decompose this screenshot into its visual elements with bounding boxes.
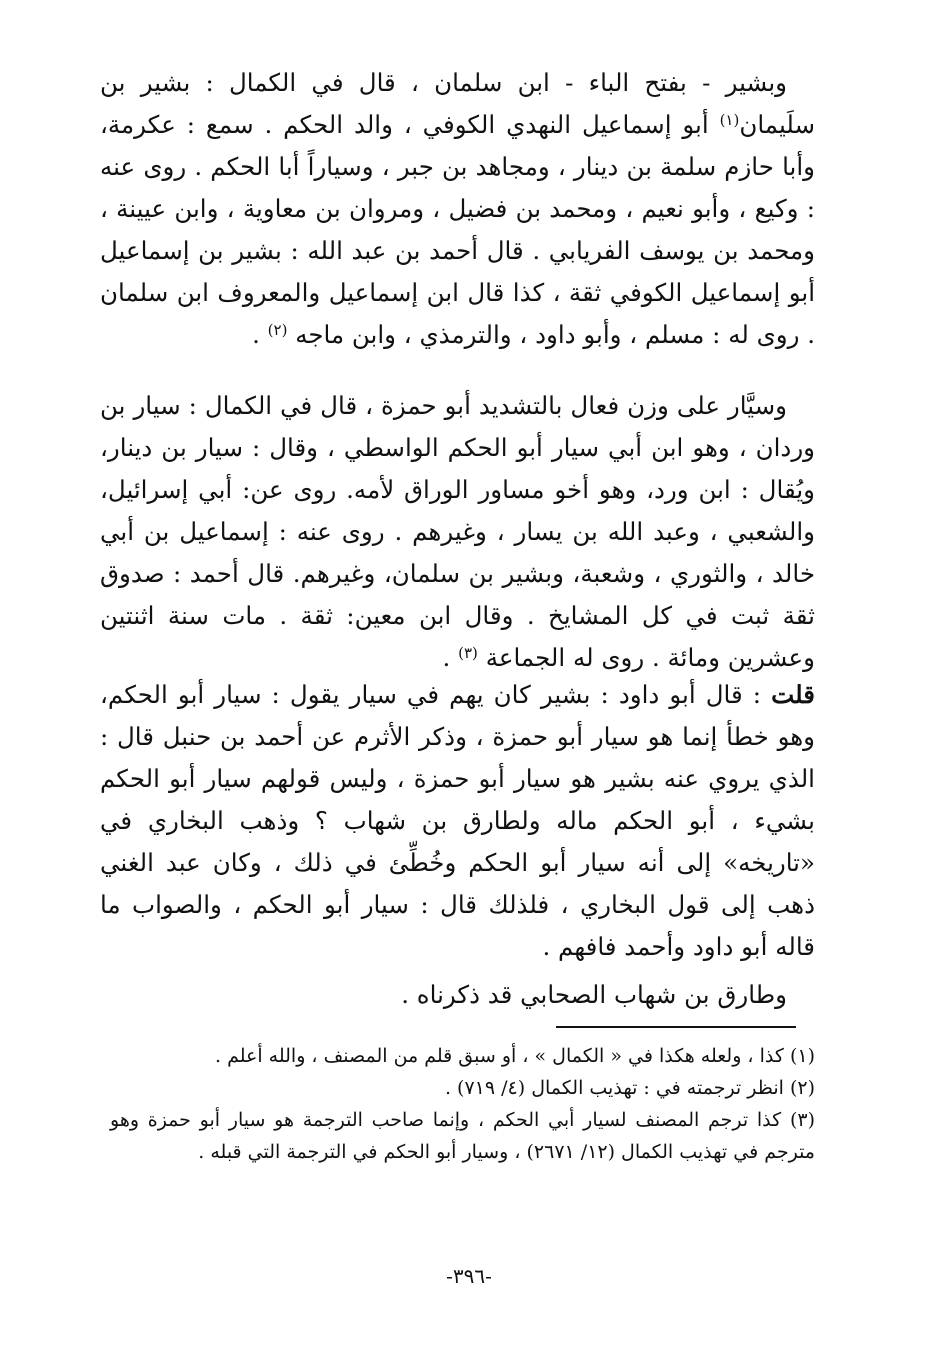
page-number: -٣٩٦- [446,1264,492,1288]
paragraph-sayyar-end: . [442,643,459,672]
footnote-1 [110,1040,815,1072]
footnote-3 [110,1104,815,1168]
footnote-1-number: (١) [789,1045,815,1067]
footnote-2 [110,1072,815,1104]
paragraph-bashir [100,62,815,356]
footnote-2-text: انظر ترجمته في : تهذيب الكمال (٤/ ٧١٩) . [444,1077,790,1099]
footnote-ref-3[interactable]: (٣) [458,644,478,662]
paragraph-bashir-text-a: وبشير - بفتح الباء - ابن سلمان ، قال في الكمال : بشير بن سلَيمان [100,68,815,139]
footnote-ref-1[interactable]: (١) [719,111,740,129]
paragraph-bashir-text-b: أبو إسماعيل النهدي الكوفي ، والد الحكم . سمع : عكرمة، وأبا حازم سلمة بن دينار ، ومجاهد بن جبر ، وسياراً أبا الحكم . روى عنه : وكيع ، وأبو نعيم ، ومحمد بن فضيل ، ومروان بن معاوية ، وابن عيينة ، ومحمد بن يوسف الفريابي . قال أحمد بن عبد الله : بشير بن إسماعيل أبو إسماعيل الكوفي ثقة ، كذا قال ابن إسماعيل والمعروف ابن سلمان . روى له : مسلم ، وأبو داود ، والترمذي ، وابن ماجه [100,110,815,349]
footnote-2-number: (٢) [789,1077,815,1099]
paragraph-sayyar-text: وسيَّار على وزن فعال بالتشديد أبو حمزة ، قال في الكمال : سيار بن وردان ، وهو ابن أبي سيار أبو الحكم الواسطي ، وقال : سيار بن دينار، ويُقال : ابن ورد، وهو أخو مساور الوراق لأمه. روى عن: أبي إسرائيل، والشعبي ، وعبد الله بن يسار ، وغيرهم . روى عنه : إسماعيل بن أبي خالد ، والثوري ، وشعبة، وبشير بن سلمان، وغيرهم. قال أحمد : صدوق ثقة ثبت في كل المشايخ . وقال ابن معين: ثقة . مات سنة اثنتين وعشرين ومائة . روى له الجماعة [100,391,815,672]
footnote-3-number: (٣) [789,1109,815,1131]
paragraph-bashir-end: . [252,320,268,349]
paragraph-tariq [100,974,815,1016]
footnote-ref-2[interactable]: (٢) [267,321,288,339]
paragraph-qultu [100,674,815,968]
paragraph-sayyar [100,385,815,679]
footnote-3-text: كذا ترجم المصنف لسيار أبي الحكم ، وإنما صاحب الترجمة هو سيار أبو حمزة وهو مترجم في تهذيب الكمال (١٢/ ٢٦٧١) ، وسيار أبو الحكم في الترجمة التي قبله . [110,1109,815,1163]
paragraph-qultu-text: : قال أبو داود : بشير كان يهم في سيار يقول : سيار أبو الحكم، وهو خطأ إنما هو سيار أبو حمزة ، وذكر الأثرم عن أحمد بن حنبل قال : الذي يروي عنه بشير هو سيار أبو حمزة ، وليس قولهم سيار أبو الحكم بشيء ، أبو الحكم ماله ولطارق بن شهاب ؟ وذهب البخاري في «تاريخه» إلى أنه سيار أبو الحكم وخُطِّئ في ذلك ، وكان عبد الغني ذهب إلى قول البخاري ، فلذلك قال : سيار أبو الحكم ، والصواب ما قاله أبو داود وأحمد فافهم . [100,680,815,961]
footnote-1-text: كذا ، ولعله هكذا في « الكمال » ، أو سبق قلم من المصنف ، والله أعلم . [215,1045,790,1067]
paragraph-tariq-text: وطارق بن شهاب الصحابي قد ذكرناه . [401,980,787,1009]
footnotes [110,1040,815,1168]
qultu-lead: قلت [771,680,815,709]
footnote-divider [556,1026,796,1028]
